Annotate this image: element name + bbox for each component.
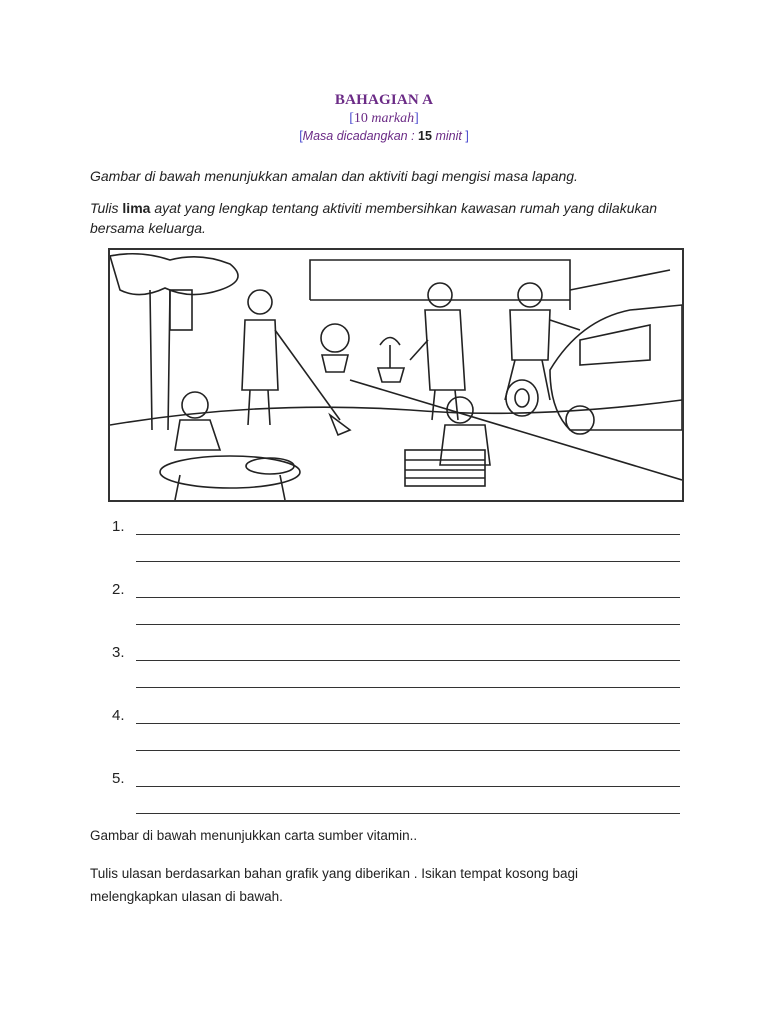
answer-number: 4. [112, 707, 125, 724]
answer-item [108, 703, 680, 766]
tyre [506, 380, 538, 416]
instruction-bold-word: lima [122, 200, 151, 216]
answer-line[interactable] [136, 723, 680, 724]
answer-number: 2. [112, 581, 125, 598]
answer-line[interactable] [136, 750, 680, 751]
tree-trunk [150, 290, 170, 430]
section2-instruction: Tulis ulasan berdasarkan bahan grafik yang diberikan . Isikan tempat kosong bagi melengkapkan ulasan di bawah. [90, 866, 579, 904]
window-shape [170, 290, 192, 330]
man-head [518, 283, 542, 307]
time-value: 15 [418, 129, 432, 143]
tray [246, 458, 294, 474]
answer-line[interactable] [136, 660, 680, 661]
newspaper-stack [405, 450, 485, 486]
answer-line[interactable] [136, 561, 680, 562]
flowerpot-2 [378, 368, 404, 382]
tree-foliage [110, 254, 238, 295]
answer-line[interactable] [136, 624, 680, 625]
answer-line[interactable] [136, 597, 680, 598]
suggested-time: [Masa dicadangkan : 15 minit ] [299, 129, 469, 143]
section-title: BAHAGIAN A [334, 92, 434, 108]
answer-number: 1. [112, 518, 125, 535]
answer-item [108, 514, 680, 577]
flowerpot-1 [322, 355, 348, 372]
answer-line[interactable] [136, 534, 680, 535]
grandmother-head [428, 283, 452, 307]
car-window [580, 325, 650, 365]
section2-intro: Gambar di bawah menunjukkan carta sumber vitamin.. [90, 828, 418, 843]
woman-dress [242, 320, 278, 390]
illustration-drawing [110, 250, 682, 500]
time-label: Masa dicadangkan : [302, 129, 415, 143]
woman-head [248, 290, 272, 314]
instruction-suffix: ayat yang lengkap tentang aktiviti membersihkan kawasan rumah yang dilakukan bersama keluarga. [90, 200, 658, 236]
marks-word: markah [371, 111, 415, 126]
ground-line [110, 400, 682, 425]
answer-line[interactable] [136, 813, 680, 814]
answer-line[interactable] [136, 687, 680, 688]
marks-label: [10 markah] [349, 111, 419, 126]
marks-number: 10 [353, 111, 368, 126]
time-unit: minit [435, 129, 462, 143]
instruction-text [90, 198, 690, 238]
answer-item [108, 577, 680, 640]
section-header [0, 92, 768, 143]
back-wall [310, 260, 570, 310]
answer-item [108, 640, 680, 703]
answer-line[interactable] [136, 786, 680, 787]
round-table [160, 456, 300, 488]
answer-number: 5. [112, 770, 125, 787]
answer-number: 3. [112, 644, 125, 661]
cleaning-illustration [108, 248, 684, 502]
instruction-prefix: Tulis [90, 200, 119, 216]
answer-lines [108, 514, 680, 829]
answer-item [108, 766, 680, 829]
intro-sentence: Gambar di bawah menunjukkan amalan dan aktiviti bagi mengisi masa lapang. [90, 168, 578, 184]
